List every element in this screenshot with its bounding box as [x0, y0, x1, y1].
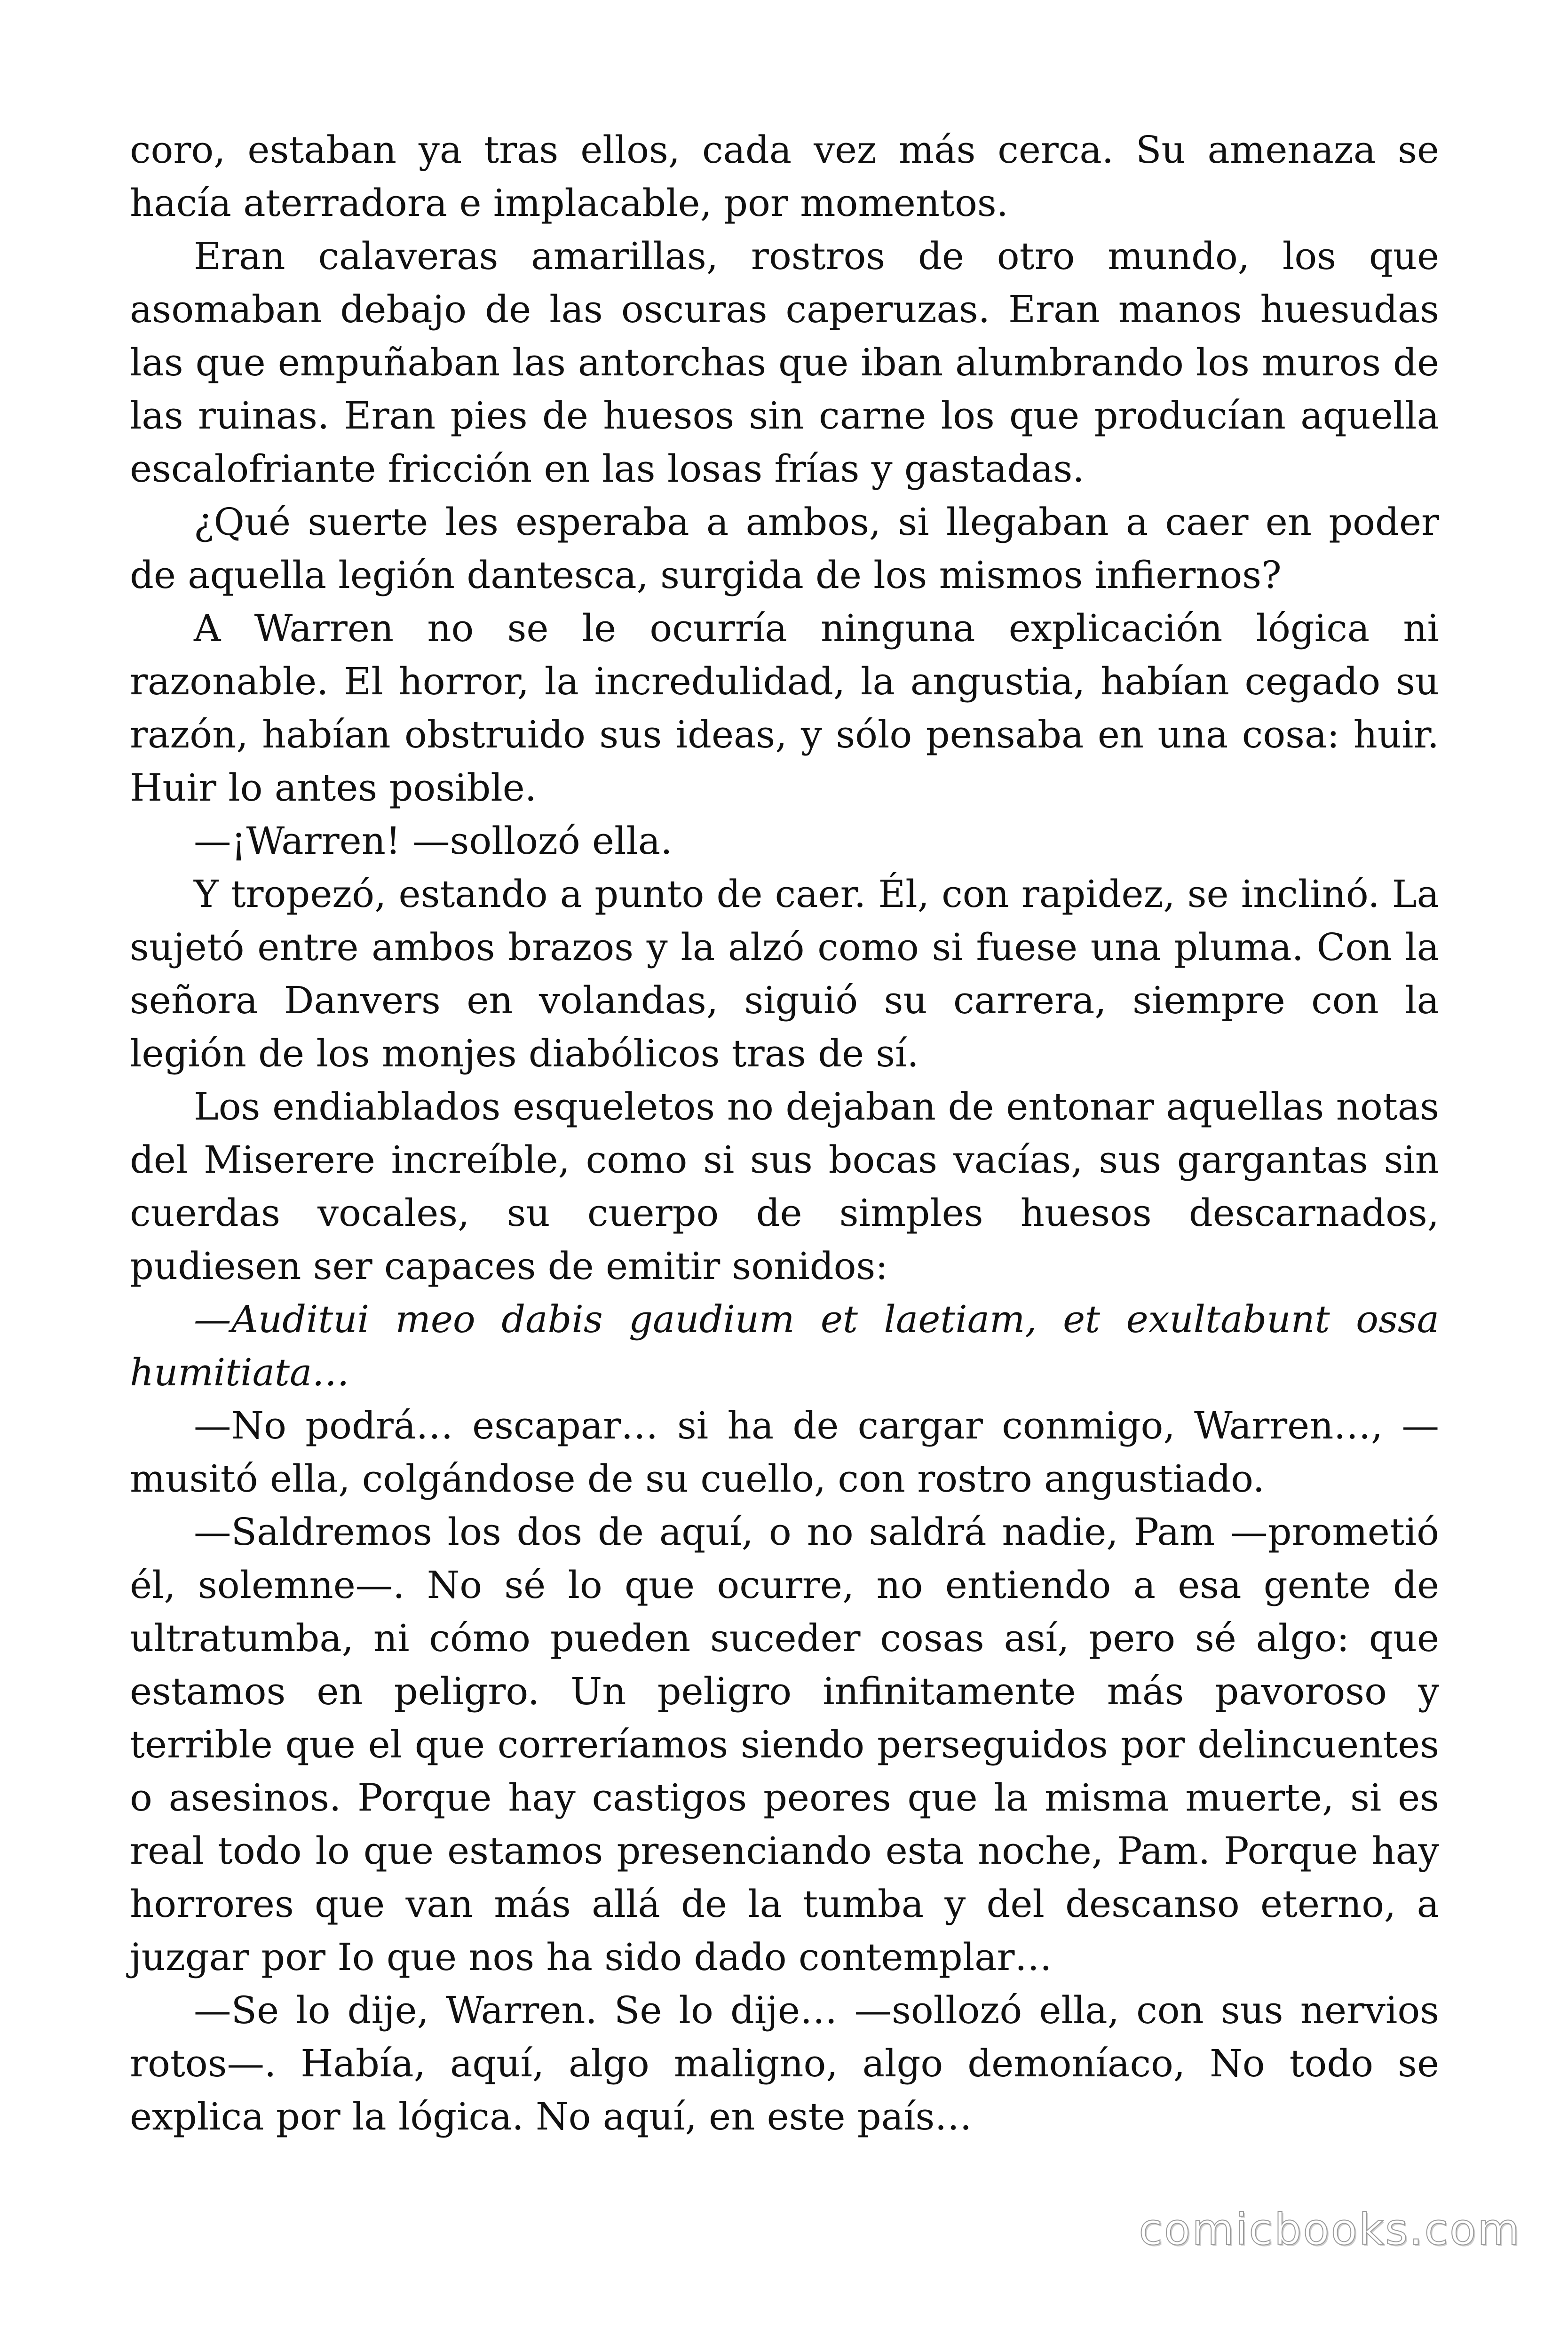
paragraph-2: Eran calaveras amarillas, rostros de otro mundo, los que asomaban debajo de las oscuras caperuzas. Eran manos huesudas las que empuñaban las antorchas que iban alumbrando los muros de las ruinas. Eran pies de huesos sin carne los que producían aquella escalofriante fricción en las losas frías y gastadas. — [130, 234, 1439, 491]
paragraph-10: —Saldremos los dos de aquí, o no saldrá nadie, Pam —prometió él, solemne—. No sé lo que ocurre, no entiendo a esa gente de ultratumba, ni cómo pueden suceder cosas así, pero sé algo: que estamos en peligro. Un peligro infinitamente más pavoroso y terrible que el que correríamos siendo perseguidos por delincuentes o asesinos. Porque hay castigos peores que la misma muerte, si es real todo lo que estamos presenciando esta noche, Pam. Porque hay horrores que van más allá de la tumba y del descanso eterno, a juzgar por Io que nos ha sido dado contemplar… — [130, 1510, 1439, 1979]
latin-quote-paragraph: —Auditui meo dabis gaudium et laetiam, et exultabunt ossa humitiata… — [130, 1297, 1439, 1394]
paragraph-11: —Se lo dije, Warren. Se lo dije… —sollozó ella, con sus nervios rotos—. Había, aquí, algo maligno, algo demoníaco, No todo se explica por la lógica. No aquí, en este país… — [130, 1988, 1439, 2138]
paragraph-4: A Warren no se le ocurría ninguna explicación lógica ni razonable. El horror, la incredulidad, la angustia, habían cegado su razón, habían obstruido sus ideas, y sólo pensaba en una cosa: huir. Huir lo antes posible. — [130, 606, 1439, 810]
book-page-text — [130, 123, 1439, 2143]
site-watermark: comicbooks.com — [1139, 2204, 1521, 2255]
paragraph-5: —¡Warren! —sollozó ella. — [194, 819, 673, 863]
paragraph-9: —No podrá… escapar… si ha de cargar conmigo, Warren…, —musitó ella, colgándose de su cuello, con rostro angustiado. — [130, 1404, 1439, 1501]
paragraph-7: Los endiablados esqueletos no dejaban de entonar aquellas notas del Miserere increíble, como si sus bocas vacías, sus gargantas sin cuerdas vocales, su cuerpo de simples huesos descarnados, pudiesen ser capaces de emitir sonidos: — [130, 1085, 1439, 1288]
paragraph-3: ¿Qué suerte les esperaba a ambos, si llegaban a caer en poder de aquella legión dantesca, surgida de los mismos infiernos? — [130, 500, 1439, 597]
paragraph-1: coro, estaban ya tras ellos, cada vez más cerca. Su amenaza se hacía aterradora e implacable, por momentos. — [130, 128, 1439, 225]
paragraph-6: Y tropezó, estando a punto de caer. Él, con rapidez, se inclinó. La sujetó entre ambos brazos y la alzó como si fuese una pluma. Con la señora Danvers en volandas, siguió su carrera, siempre con la legión de los monjes diabólicos tras de sí. — [130, 872, 1439, 1075]
